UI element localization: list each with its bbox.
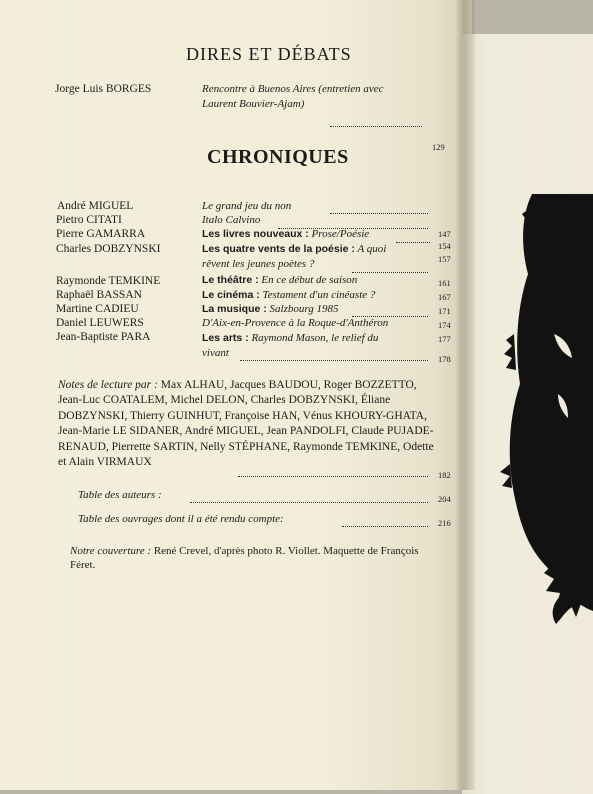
rubric-label: Le cinéma :	[202, 289, 260, 301]
show-through-text	[170, 145, 185, 195]
reading-notes	[58, 378, 434, 470]
rubric-label: Les quatre vents de la poésie :	[202, 243, 355, 255]
cover-portrait-illustration	[462, 34, 593, 794]
title-dobzynski-line2: rêvent les jeunes poètes ?	[202, 258, 315, 270]
author-miguel: André MIGUEL	[57, 200, 134, 212]
page-number: 154	[438, 241, 451, 251]
leader-dots	[190, 502, 428, 503]
title-borges-line2: Laurent Bouvier-Ajam)	[202, 98, 305, 110]
title-borges-line1: Rencontre à Buenos Aires (entretien avec	[202, 83, 384, 95]
leader-dots	[330, 126, 422, 127]
section-heading-chroniques: CHRONIQUES	[207, 146, 349, 168]
rubric-label: Les livres nouveaux :	[202, 228, 309, 240]
author-borges: Jorge Luis BORGES	[55, 83, 152, 95]
leader-dots	[330, 213, 428, 214]
author-para: Jean-Baptiste PARA	[56, 331, 151, 343]
cover-text: René Crevel, d'après photo R. Viollet. Maquette de François Féret.	[70, 545, 419, 571]
author-citati: Pietro CITATI	[56, 214, 122, 226]
page-number: 216	[438, 518, 451, 528]
rubric-title: Salzbourg 1985	[269, 303, 339, 315]
table-works-label: Table des ouvrages dont il a été rendu compte:	[78, 513, 284, 525]
right-page	[462, 34, 593, 794]
title-para-line2: vivant	[202, 347, 229, 359]
title-dobzynski-line1	[202, 243, 386, 255]
leader-dots	[352, 272, 428, 273]
author-temkine: Raymonde TEMKINE	[56, 275, 161, 287]
page-number: 161	[438, 278, 451, 288]
author-dobzynski: Charles DOBZYNSKI	[56, 243, 161, 255]
rubric-title: Testament d'un cinéaste ?	[262, 289, 376, 301]
author-leuwers: Daniel LEUWERS	[56, 317, 144, 329]
author-gamarra: Pierre GAMARRA	[56, 228, 146, 240]
title-citati: Italo Calvino	[202, 214, 261, 226]
page-number: 204	[438, 494, 451, 504]
rubric-title: Prose/Poésie	[311, 228, 370, 240]
rubric-label: Le théâtre :	[202, 274, 259, 286]
notes-lead: Notes de lecture par :	[58, 379, 158, 391]
page-number: 157	[438, 254, 451, 264]
cover-lead: Notre couverture :	[70, 545, 152, 557]
author-cadieu: Martine CADIEU	[56, 303, 139, 315]
author-bassan: Raphaël BASSAN	[56, 289, 142, 301]
page-number: 182	[438, 470, 451, 480]
table-authors-label: Table des auteurs :	[78, 489, 162, 501]
title-bassan	[202, 289, 375, 301]
leader-dots	[342, 526, 428, 527]
page-number: 147	[438, 229, 451, 239]
page-number: 167	[438, 292, 451, 302]
page-number: 171	[438, 306, 451, 316]
page-number: 129	[432, 142, 445, 152]
title-cadieu	[202, 303, 338, 315]
leader-dots	[238, 476, 428, 477]
title-gamarra	[202, 228, 369, 240]
notes-contributors: Max ALHAU, Jacques BAUDOU, Roger BOZZETTO, Jean-Luc COATALEM, Michel DELON, Charles DOBZYNSKI, Éliane DOBZYNSKI, Thierry GUINHUT, Françoise HAN, Vénus KHOURY-GHATA, Jean-Marie LE SIDANER, André MIGUEL, Jean PANDOLFI, Claude PUJADE-RENAUD, Pierrette SARTIN, Nelly STÉPHANE, Raymonde TEMKINE, Odette et Alain VIRMAUX	[58, 379, 434, 469]
title-temkine	[202, 274, 357, 286]
title-leuwers: D'Aix-en-Provence à la Roque-d'Anthéron	[202, 317, 389, 329]
section-heading-dires: DIRES ET DÉBATS	[186, 44, 352, 64]
leader-dots	[396, 242, 430, 243]
page-number: 174	[438, 320, 451, 330]
leader-dots	[240, 360, 428, 361]
rubric-title: En ce début de saison	[261, 274, 358, 286]
rubric-label: Les arts :	[202, 332, 249, 344]
cover-credit	[70, 544, 442, 572]
title-para-line1	[202, 332, 378, 344]
page-number: 178	[438, 354, 451, 364]
rubric-label: La musique :	[202, 303, 267, 315]
page-number: 177	[438, 334, 451, 344]
rubric-title: A quoi	[357, 243, 387, 255]
title-miguel: Le grand jeu du non	[202, 200, 292, 212]
rubric-title: Raymond Mason, le relief du	[251, 332, 379, 344]
